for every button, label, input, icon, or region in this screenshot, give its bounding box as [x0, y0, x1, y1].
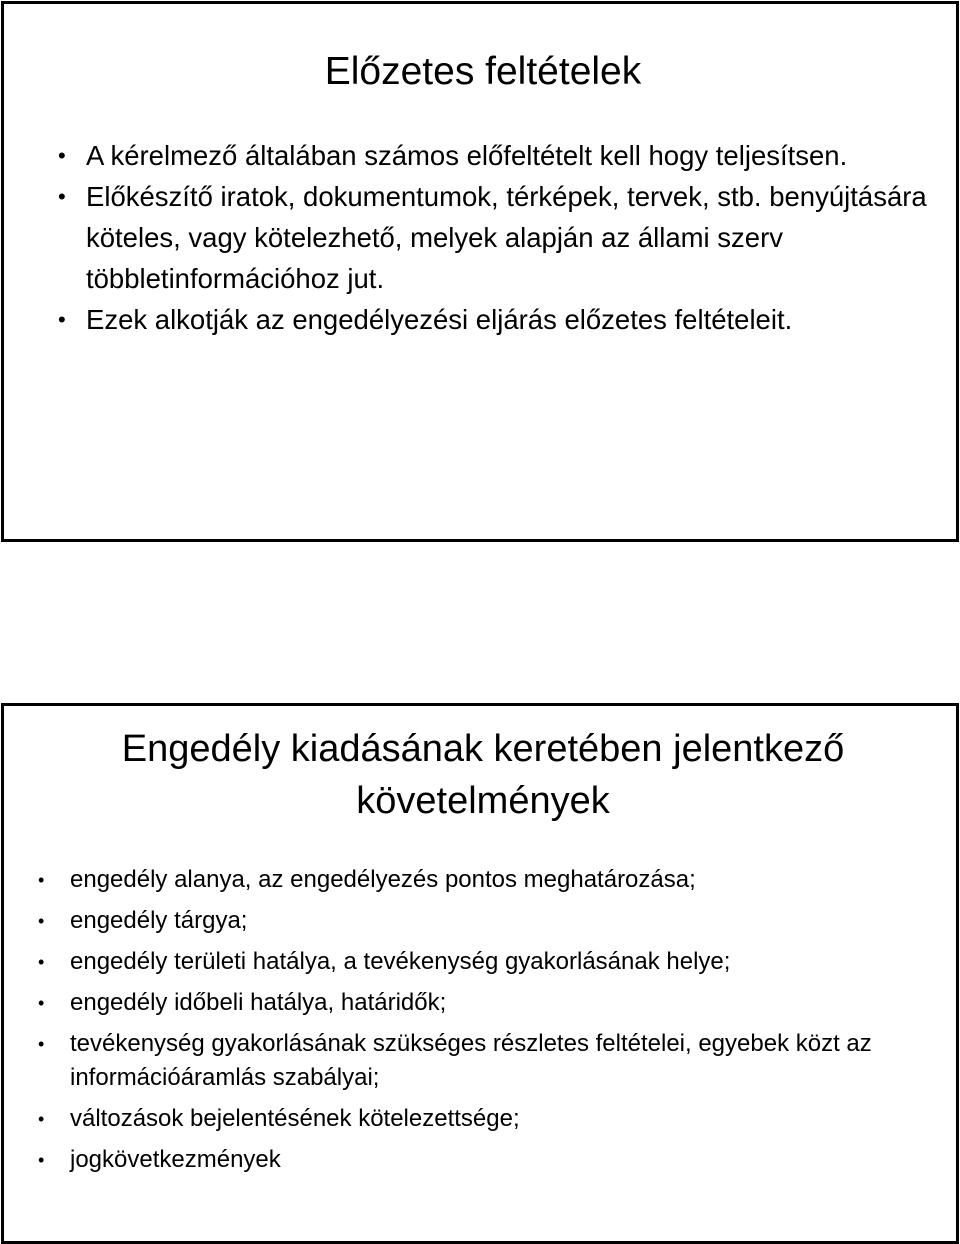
- bullet-text: jogkövetkezmények: [70, 1146, 281, 1173]
- slide-2: [1, 703, 959, 1244]
- bullet-text: engedély időbeli hatálya, határidők;: [70, 989, 447, 1016]
- bullet-item: [52, 176, 932, 299]
- slide-1-bullet-list: [52, 135, 932, 340]
- bullet-text: engedély tárgya;: [70, 907, 248, 934]
- bullet-text: Ezek alkotják az engedélyezési eljárás előzetes feltételeit.: [86, 304, 793, 335]
- bullet-icon: •: [58, 143, 66, 168]
- bullet-text: engedély területi hatálya, a tevékenység gyakorlásának helye;: [70, 948, 731, 975]
- bullet-text: változások bejelentésének kötelezettsége;: [70, 1105, 520, 1132]
- slide-1-title: Előzetes feltételek: [324, 50, 642, 93]
- bullet-icon: •: [38, 1109, 45, 1129]
- slide-2-title: Engedély kiadásának keretében jelentkező követelmények: [121, 728, 845, 822]
- bullet-icon: •: [38, 870, 45, 890]
- slide-1: [1, 1, 959, 542]
- bullet-icon: •: [38, 1150, 45, 1170]
- bullet-item: [34, 1143, 954, 1177]
- bullet-icon: •: [58, 307, 66, 332]
- bullet-icon: •: [38, 1034, 45, 1054]
- bullet-item: [34, 904, 954, 938]
- bullet-item: [52, 135, 932, 176]
- bullet-icon: •: [38, 952, 45, 972]
- bullet-icon: •: [38, 993, 45, 1013]
- bullet-text: A kérelmező általában számos előfeltételt kell hogy teljesítsen.: [86, 140, 848, 171]
- slide-2-bullet-list: [34, 863, 954, 1184]
- bullet-item: [34, 945, 954, 979]
- bullet-icon: •: [38, 911, 45, 931]
- bullet-item: [52, 299, 932, 340]
- bullet-text: engedély alanya, az engedélyezés pontos meghatározása;: [70, 866, 696, 893]
- bullet-text: Előkészítő iratok, dokumentumok, térképek, tervek, stb. benyújtására köteles, vagy kötelezhető, melyek alapján az állami szerv többletinformációhoz jut.: [86, 181, 927, 294]
- bullet-text: tevékenység gyakorlásának szükséges részletes feltételei, egyebek közt az információáramlás szabályai;: [70, 1030, 872, 1091]
- bullet-item: [34, 986, 954, 1020]
- bullet-item: [34, 1027, 954, 1095]
- bullet-item: [34, 1102, 954, 1136]
- bullet-icon: •: [58, 184, 66, 209]
- bullet-item: [34, 863, 954, 897]
